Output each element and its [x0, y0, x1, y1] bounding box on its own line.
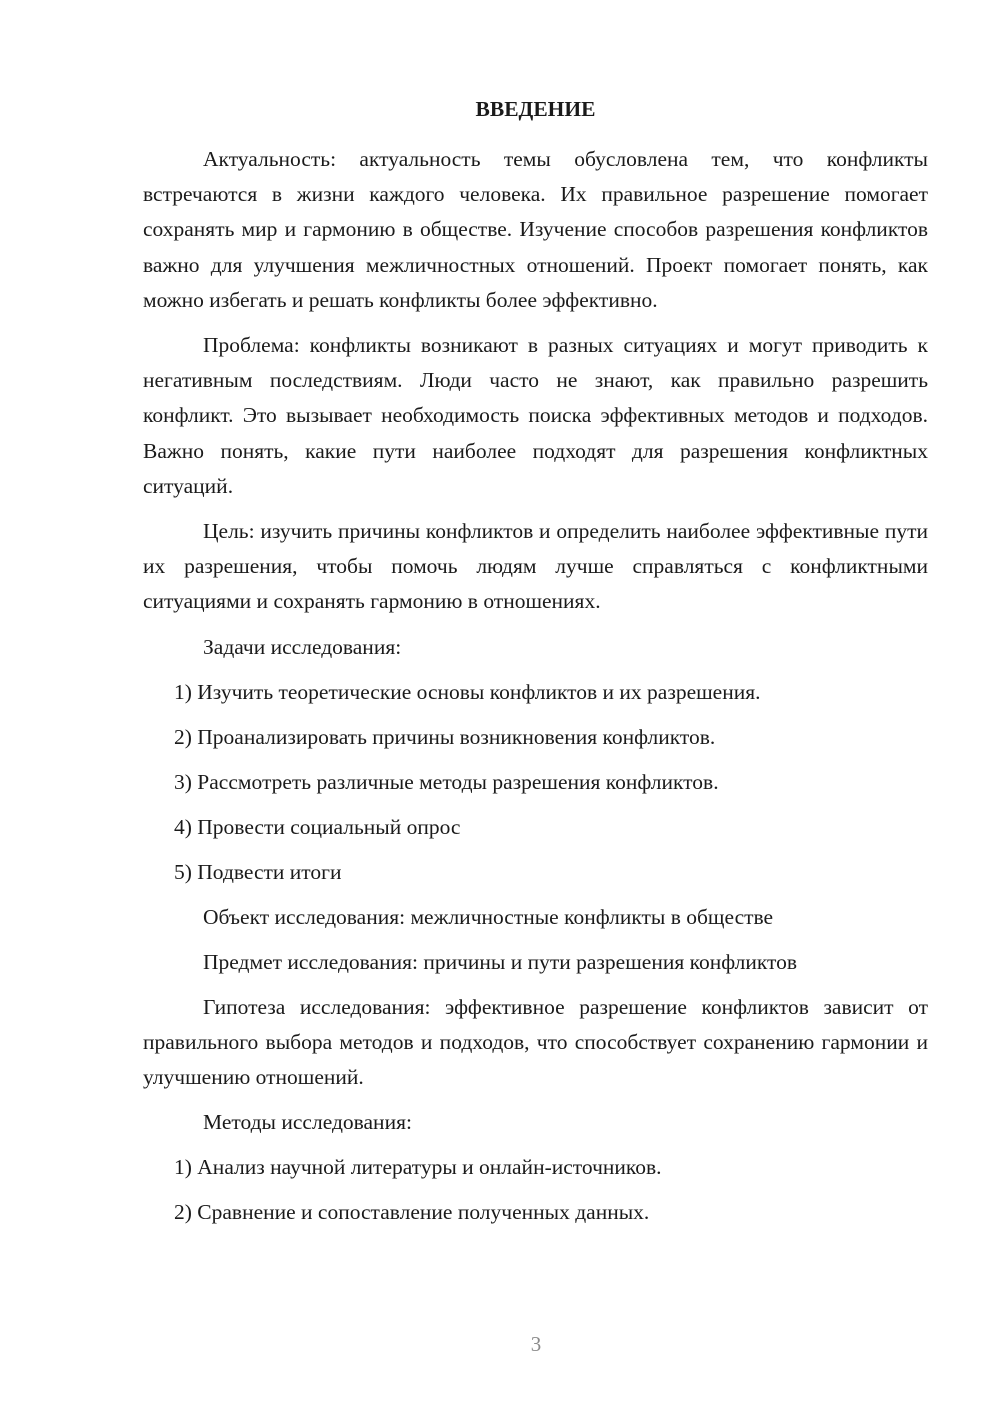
- method-item: 2) Сравнение и сопоставление полученных данных.: [174, 1200, 650, 1225]
- research-subject: Предмет исследования: причины и пути разрешения конфликтов: [203, 949, 798, 974]
- task-item: 3) Рассмотреть различные методы разрешения конфликтов.: [174, 769, 719, 794]
- method-item: 1) Анализ научной литературы и онлайн-источников.: [174, 1155, 662, 1180]
- page-number: 3: [530, 1332, 542, 1356]
- task-item: 1) Изучить теоретические основы конфликтов и их разрешения.: [174, 679, 761, 704]
- task-item: 5) Подвести итоги: [174, 859, 342, 884]
- hypothesis-paragraph: Гипотеза исследования: эффективное разрешение конфликтов зависит от правильного выбора методов и подходов, что способствует сохранению гармонии и улучшению отношений.: [143, 994, 928, 1090]
- relevance-paragraph: Актуальность: актуальность темы обусловлена тем, что конфликты встречаются в жизни каждого человека. Их правильное разрешение помогает сохранять мир и гармонию в обществе. Изучение способов разрешения конфликтов важно для улучшения межличностных отношений. Проект помогает понять, как можно избегать и решать конфликты более эффективно.: [143, 147, 928, 312]
- goal-paragraph: Цель: изучить причины конфликтов и определить наиболее эффективные пути их разрешения, чтобы помочь людям лучше справляться с конфликтными ситуациями и сохранять гармонию в отношениях.: [143, 519, 928, 614]
- task-item: 2) Проанализировать причины возникновения конфликтов.: [174, 724, 716, 749]
- problem-paragraph: Проблема: конфликты возникают в разных ситуациях и могут приводить к негативным последствиям. Люди часто не знают, как правильно разрешить конфликт. Это вызывает необходимость поиска эффективных методов и подходов. Важно понять, какие пути наиболее подходят для разрешения конфликтных ситуаций.: [143, 333, 928, 498]
- document-page: [143, 93, 928, 1240]
- task-item: 4) Провести социальный опрос: [174, 814, 461, 839]
- tasks-heading: Задачи исследования:: [203, 634, 402, 659]
- research-object: Объект исследования: межличностные конфликты в обществе: [203, 904, 774, 929]
- section-title: ВВЕДЕНИЕ: [475, 97, 596, 121]
- methods-heading: Методы исследования:: [203, 1110, 412, 1135]
